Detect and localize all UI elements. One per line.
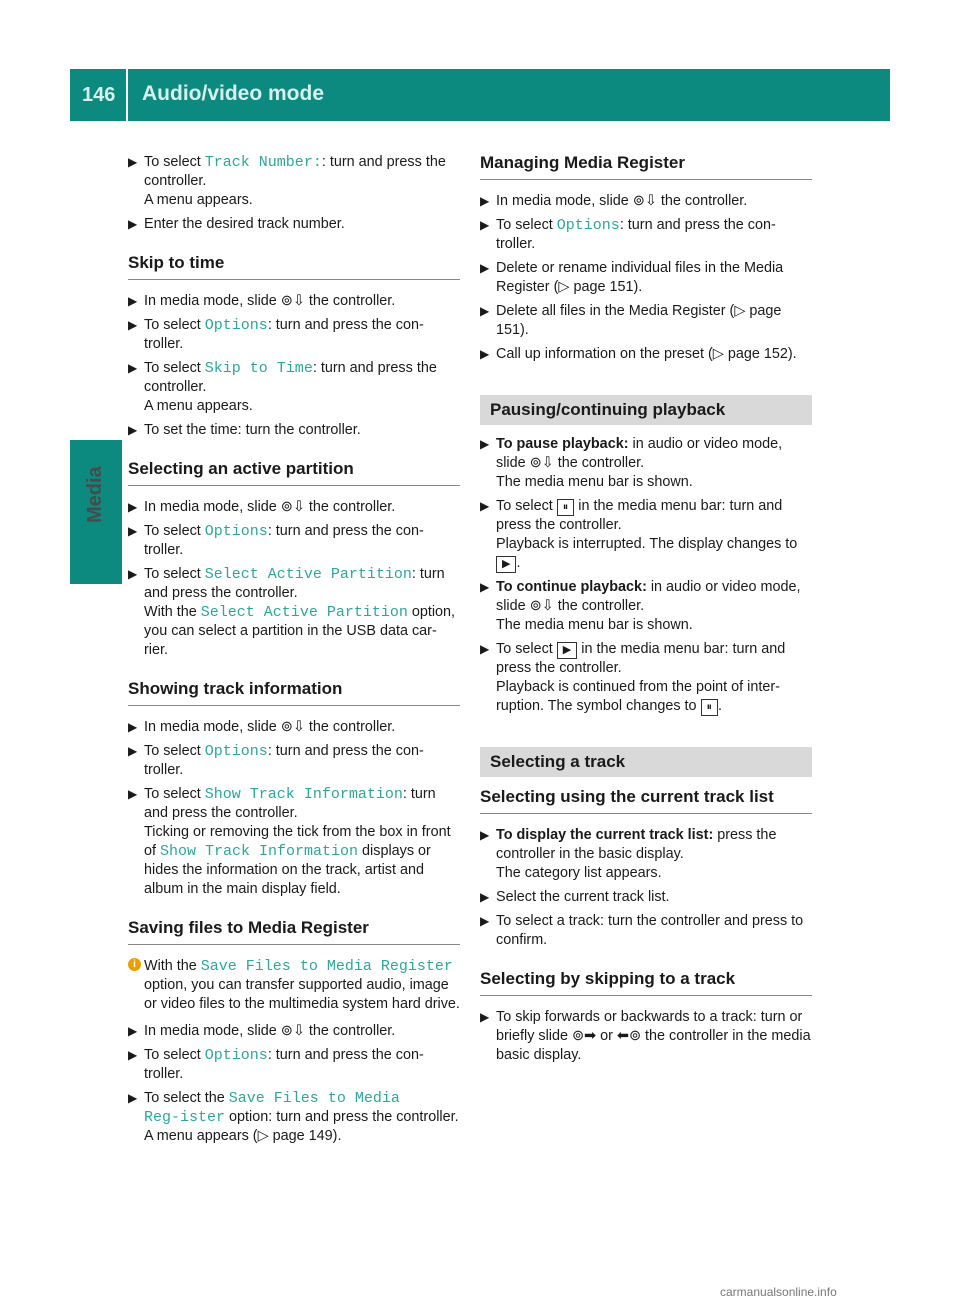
step-text: To select	[496, 641, 557, 657]
step-arrow-icon: ▶	[128, 217, 138, 231]
step-result: A menu appears.	[144, 192, 253, 208]
step-arrow-icon: ▶	[480, 580, 490, 594]
step-text: To select	[144, 743, 205, 759]
menu-item-save-files: Save Files to Media Register	[200, 958, 453, 975]
menu-item-show-track-information: Show Track Information	[160, 843, 359, 860]
step-arrow-icon: ▶	[128, 787, 138, 801]
section-banner: Selecting a track	[480, 747, 812, 777]
step-text: in audio or video mode, slide ⊚⇩ the controller.	[496, 436, 783, 471]
step-text: Select the current track list.	[496, 889, 670, 905]
step-arrow-icon: ▶	[128, 318, 138, 332]
step	[128, 316, 460, 354]
step-result: Playback is continued from the point of inter-ruption. The symbol changes to	[496, 679, 780, 714]
step	[128, 359, 460, 416]
section-heading	[128, 679, 460, 706]
step-result: Playback is interrupted. The display changes to	[496, 536, 798, 552]
play-icon: ▶	[496, 556, 516, 573]
section-title: Showing track information	[128, 679, 343, 698]
step-text: To set the time: turn the controller.	[144, 422, 361, 438]
step-text: Ticking or removing the tick from the box in front of	[144, 824, 451, 859]
step-lead: To pause playback:	[496, 436, 629, 452]
menu-item-show-track-information: Show Track Information	[204, 786, 403, 803]
step-arrow-icon: ▶	[480, 1010, 490, 1024]
step-text: To select	[144, 566, 205, 582]
section-title: Managing Media Register	[480, 153, 685, 172]
step-text: In media mode, slide ⊚⇩ the controller.	[144, 293, 396, 309]
step	[480, 826, 812, 883]
step-text: option, you can select a partition in the USB data car-rier.	[144, 604, 456, 658]
step-text: : turn and press the con-troller.	[144, 523, 424, 558]
step-arrow-icon: ▶	[480, 642, 490, 656]
step-text: Call up information on the preset (▷ page 152).	[496, 346, 797, 362]
step	[480, 216, 812, 254]
step-text: To select	[496, 498, 557, 514]
step-arrow-icon: ▶	[128, 500, 138, 514]
step-text: In media mode, slide ⊚⇩ the controller.	[144, 499, 396, 515]
step	[128, 292, 460, 311]
section-title: Selecting an active partition	[128, 459, 354, 478]
step-arrow-icon: ▶	[128, 567, 138, 581]
step-result: The media menu bar is shown.	[496, 474, 693, 490]
step-text: To select	[144, 317, 205, 333]
menu-item-options: Options	[204, 743, 268, 760]
sidebar-label: Media	[84, 466, 106, 523]
step-text: : turn and press the controller.	[144, 154, 446, 189]
step-arrow-icon: ▶	[480, 347, 490, 361]
step-text: displays or hides the information on the track, artist and album in the main display field.	[144, 843, 431, 897]
step	[480, 1008, 812, 1065]
step-arrow-icon: ▶	[128, 720, 138, 734]
menu-item-select-active-partition: Select Active Partition	[200, 604, 408, 621]
step	[128, 742, 460, 780]
step	[480, 578, 812, 635]
section-banner: Pausing/continuing playback	[480, 395, 812, 425]
step-text: in the media menu bar: turn and press the controller.	[496, 641, 786, 676]
step	[128, 1089, 460, 1146]
section-title: Skip to time	[128, 253, 225, 272]
step-text: in audio or video mode, slide ⊚⇩ the controller.	[496, 579, 801, 614]
step	[480, 888, 812, 907]
section-heading	[128, 253, 460, 280]
step-arrow-icon: ▶	[480, 890, 490, 904]
header-divider	[126, 69, 128, 121]
step-text: : turn and press the controller.	[144, 360, 437, 395]
left-column	[128, 153, 460, 1151]
step	[128, 718, 460, 737]
step	[128, 421, 460, 440]
menu-item-options: Options	[204, 317, 268, 334]
step-arrow-icon: ▶	[128, 423, 138, 437]
step-text: To select	[144, 786, 205, 802]
step	[128, 522, 460, 560]
section-heading	[480, 969, 812, 996]
menu-item-options: Options	[556, 217, 620, 234]
note-text: option, you can transfer supported audio, image or video files to the multimedia system hard drive.	[144, 977, 460, 1012]
step-text: To skip forwards or backwards to a track: turn or briefly slide ⊚➡ or ⬅⊚ the controller in the media basic display.	[496, 1009, 811, 1063]
section-title: Selecting by skipping to a track	[480, 969, 736, 988]
step-arrow-icon: ▶	[128, 1024, 138, 1038]
step	[128, 153, 460, 210]
step	[480, 912, 812, 950]
pause-icon: ⏸	[557, 499, 575, 516]
step-result: A menu appears (▷ page 149).	[144, 1128, 342, 1144]
step-text: press the controller in the basic display.	[496, 827, 777, 862]
step-text: : turn and press the con-troller.	[144, 743, 424, 778]
section-heading	[480, 153, 812, 180]
step-arrow-icon: ▶	[128, 155, 138, 169]
step-arrow-icon: ▶	[480, 499, 490, 513]
step	[128, 1046, 460, 1084]
step: ▶ To select ⏸ in the media menu bar: turn and press the controller. Playback is interrupted. The display changes to ▶ .	[480, 498, 798, 571]
page-title: Audio/video mode	[142, 82, 325, 105]
step	[480, 302, 812, 340]
step-text: Delete all files in the Media Register (▷ page 151).	[496, 303, 782, 338]
step-result: The category list appears.	[496, 865, 662, 881]
step	[480, 435, 812, 492]
step-text: : turn and press the con-troller.	[144, 317, 424, 352]
step-text: To select	[144, 360, 205, 376]
step	[480, 345, 812, 364]
menu-item-track-number: Track Number:	[204, 154, 322, 171]
step-text: To select	[144, 523, 205, 539]
step-text: option: turn and press the controller.	[225, 1109, 459, 1125]
step-text: With the	[144, 604, 201, 620]
section-heading	[128, 918, 460, 945]
step-text: To select a track: turn the controller and press to confirm.	[496, 913, 804, 948]
menu-item-options: Options	[204, 523, 268, 540]
step-text: In media mode, slide ⊚⇩ the controller.	[144, 719, 396, 735]
step-text: To select	[144, 1047, 205, 1063]
step	[480, 192, 812, 211]
step: ▶ To select ▶ in the media menu bar: turn and press the controller. Playback is continued from the point of inter-ruption. The symbol changes to ⏸ .	[480, 641, 786, 714]
step-arrow-icon: ▶	[128, 294, 138, 308]
step-arrow-icon: ▶	[128, 361, 138, 375]
menu-item-select-active-partition: Select Active Partition	[204, 566, 412, 583]
step-arrow-icon: ▶	[480, 828, 490, 842]
play-icon: ▶	[557, 642, 577, 659]
step-text: : turn and press the controller.	[144, 566, 445, 601]
info-icon: i	[128, 958, 141, 971]
step	[128, 1022, 460, 1041]
step-text: To select	[496, 217, 557, 233]
step-lead: To continue playback:	[496, 579, 647, 595]
pause-icon: ⏸	[701, 699, 719, 716]
step-text: : turn and press the controller.	[144, 786, 436, 821]
step	[128, 785, 460, 899]
step	[128, 565, 460, 660]
section-heading	[480, 787, 812, 814]
step-text: In media mode, slide ⊚⇩ the controller.	[144, 1023, 396, 1039]
footer-watermark: carmanualsonline.info	[720, 1285, 837, 1299]
section-heading	[128, 459, 460, 486]
page-number: 146	[82, 84, 116, 106]
step-arrow-icon: ▶	[128, 524, 138, 538]
step-lead: To display the current track list:	[496, 827, 714, 843]
step-text: : turn and press the con-troller.	[144, 1047, 424, 1082]
step	[128, 215, 460, 234]
step-arrow-icon: ▶	[480, 914, 490, 928]
section-title: Selecting using the current track list	[480, 787, 774, 806]
note-text: With the	[144, 958, 201, 974]
step-result: The media menu bar is shown.	[496, 617, 693, 633]
step-arrow-icon: ▶	[480, 437, 490, 451]
step-text: Enter the desired track number.	[144, 216, 345, 232]
step-arrow-icon: ▶	[480, 304, 490, 318]
step-text: To select	[144, 154, 205, 170]
menu-item-skip-to-time: Skip to Time	[204, 360, 313, 377]
step-arrow-icon: ▶	[128, 1091, 138, 1105]
right-column	[480, 153, 812, 1070]
step-arrow-icon: ▶	[480, 218, 490, 232]
step-result: A menu appears.	[144, 398, 253, 414]
menu-item-options: Options	[204, 1047, 268, 1064]
step-arrow-icon: ▶	[128, 744, 138, 758]
menu-item-save-files: Save Files to Media Reg‑ister	[144, 1090, 400, 1126]
info-note	[128, 957, 460, 1014]
step-text: : turn and press the con-troller.	[496, 217, 776, 252]
step-text: To select the	[144, 1090, 229, 1106]
section-title: Saving files to Media Register	[128, 918, 369, 937]
step	[480, 259, 812, 297]
step-arrow-icon: ▶	[480, 194, 490, 208]
step-arrow-icon: ▶	[480, 261, 490, 275]
step-text: In media mode, slide ⊚⇩ the controller.	[496, 193, 748, 209]
step-arrow-icon: ▶	[128, 1048, 138, 1062]
step	[128, 498, 460, 517]
step-text: in the media menu bar: turn and press the controller.	[496, 498, 783, 533]
step-text: Delete or rename individual files in the Media Register (▷ page 151).	[496, 260, 784, 295]
